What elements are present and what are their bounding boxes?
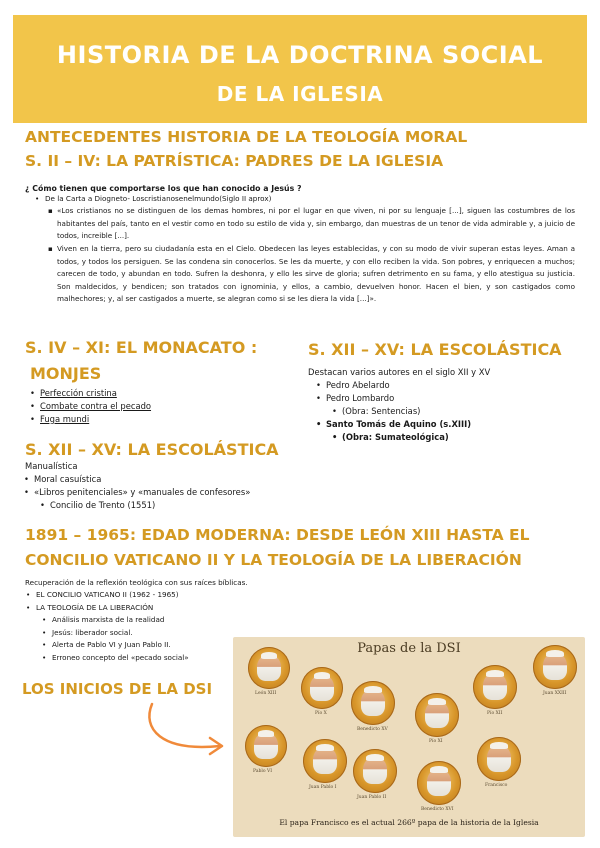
manualistica-text: Manualística [25, 461, 78, 471]
quote-paragraph-2 [57, 243, 575, 306]
escolastica-intro: Destacan varios autores en el siglo XII y XV [308, 367, 491, 377]
papas-caption: El papa Francisco es el actual 266º papa de la historia de la Iglesia [279, 818, 539, 827]
list-item: • (Obra: Sentencias) [342, 405, 586, 418]
section-heading-inicios-dsi: LOS INICIOS DE LA DSI [22, 680, 213, 698]
list-item: • Perfección cristina [40, 387, 240, 400]
list-item: • Pedro Abelardo [326, 379, 586, 392]
pope-label: Benedicto XV [357, 727, 388, 732]
list-item: • LA TEOLOGÍA DE LA LIBERACIÓN [36, 602, 286, 615]
quote-paragraph-1 [57, 205, 575, 243]
section-heading-monjes: MONJES [30, 364, 102, 383]
pope-medallion [415, 693, 459, 737]
pope-medallion [533, 645, 577, 689]
list-item [57, 243, 575, 306]
pope-label: Juan Pablo II [357, 795, 387, 800]
pope-medallion [303, 739, 347, 783]
list-item: • «Libros penitenciales» y «manuales de confesores» [34, 486, 324, 499]
list-item: • Combate contra el pecado [40, 400, 240, 413]
section-heading-patristica: S. II – IV: LA PATRÍSTICA: PADRES DE LA IGLESIA [25, 152, 444, 170]
question-text: ¿ Cómo tienen que comportarse los que han conocido a Jesús ? [25, 184, 302, 193]
list-item [57, 205, 575, 243]
title-banner [13, 15, 587, 123]
recuperacion-text: Recuperación de la reflexión teológica con sus raíces bíblicas. [25, 578, 248, 587]
section-heading-edad-moderna-1: 1891 – 1965: EDAD MODERNA: DESDE LEÓN XIII HASTA EL [25, 526, 530, 544]
papas-dsi-image [233, 637, 585, 837]
pope-medallion [245, 725, 287, 767]
pope-label: Pío XI [429, 739, 443, 744]
section-heading-escolastica-left: S. XII – XV: LA ESCOLÁSTICA [25, 440, 279, 459]
list-item: • Jesús: liberador social. [52, 627, 286, 640]
pope-label: Pío X [315, 711, 327, 716]
quote-text-1: «Los cristianos no se distinguen de los demas hombres, ni por el lugar en que viven, ni por su lenguaje [...], siguen las costumbres de los habitantes del país, tanto en el vestir como en todo su estilo de vida y, sin embargo, dan muestras de un tenor de vida admirable y, a juicio de todos, increible [...]. [57, 206, 575, 240]
papas-title: Papas de la DSI [357, 641, 461, 656]
list-item-text: De la Carta a Diogneto- Loscristianosenelmundo(Siglo II aprox) [45, 194, 272, 203]
pope-label: Benedicto XVI [421, 807, 454, 812]
page-title-line1: HISTORIA DE LA DOCTRINA SOCIAL [56, 41, 544, 69]
pope-medallion [351, 681, 395, 725]
pope-medallion [248, 647, 290, 689]
list-item: • Alerta de Pablo VI y Juan Pablo II. [52, 639, 286, 652]
pope-label: León XIII [255, 691, 277, 696]
list-item: • (Obra: Sumateológica) [342, 431, 586, 444]
list-item: • Concilio de Trento (1551) [50, 499, 324, 512]
list-item: • Santo Tomás de Aquino (s.XIII) [326, 418, 586, 431]
pope-medallion [473, 665, 517, 709]
list-item: • Pedro Lombardo [326, 392, 586, 405]
list-item [45, 193, 575, 206]
pope-label: Juan XXIII [543, 691, 567, 696]
pope-medallion [477, 737, 521, 781]
pope-label: Juan Pablo I [309, 785, 337, 790]
list-item: • Análisis marxista de la realidad [52, 614, 286, 627]
curved-arrow-icon [140, 700, 240, 760]
page-title-line2: DE LA IGLESIA [216, 82, 384, 106]
manualistica-list [34, 473, 324, 512]
list-item: • Erroneo concepto del «pecado social» [52, 652, 286, 665]
pope-medallion [353, 749, 397, 793]
list-item: • Fuga mundi [40, 413, 240, 426]
pope-medallion [417, 761, 461, 805]
monacato-list [40, 387, 240, 426]
section-heading-antecedentes: ANTECEDENTES HISTORIA DE LA TEOLOGÍA MORAL [25, 128, 468, 146]
pope-label: Pablo VI [253, 769, 272, 774]
section-heading-edad-moderna-2: CONCILIO VATICANO II Y LA TEOLOGÍA DE LA LIBERACIÓN [25, 551, 522, 569]
section-heading-monacato: S. IV – XI: EL MONACATO : [25, 338, 258, 357]
list-item: • EL CONCILIO VATICANO II (1962 - 1965) [36, 589, 286, 602]
pope-label: Pío XII [487, 711, 503, 716]
list-item: • Moral casuística [34, 473, 324, 486]
section-heading-escolastica-right: S. XII – XV: LA ESCOLÁSTICA [308, 340, 562, 359]
patristica-list [45, 193, 575, 206]
escolastica-authors-list [326, 379, 586, 444]
pope-medallion [301, 667, 343, 709]
pope-label: Francisco [485, 783, 508, 788]
quote-text-2: Viven en la tierra, pero su ciudadanía esta en el Cielo. Obedecen las leyes establecidas, y con su modo de vivir superan estas leyes. Aman a todos, y todos los persiguen. Se las condena sin conocerlos. Se les da muerte, y con ello reciben la vida. Son pobres, y enriquecen a muchos; carecen de todo, y abundan en todo. Sufren la deshonra, y ello les sirve de gloria; sufren detrimento en su fama, y ello atestigua su justicia. Son maldecidos, y bendicen; son tratados con ignominia, y ellos, a cambio, devuelven honor. Hacen el bien, y son castigados como malhechores; y, al ser castigados a muerte, se alegran como si se les diera la vida [...]». [57, 244, 575, 303]
